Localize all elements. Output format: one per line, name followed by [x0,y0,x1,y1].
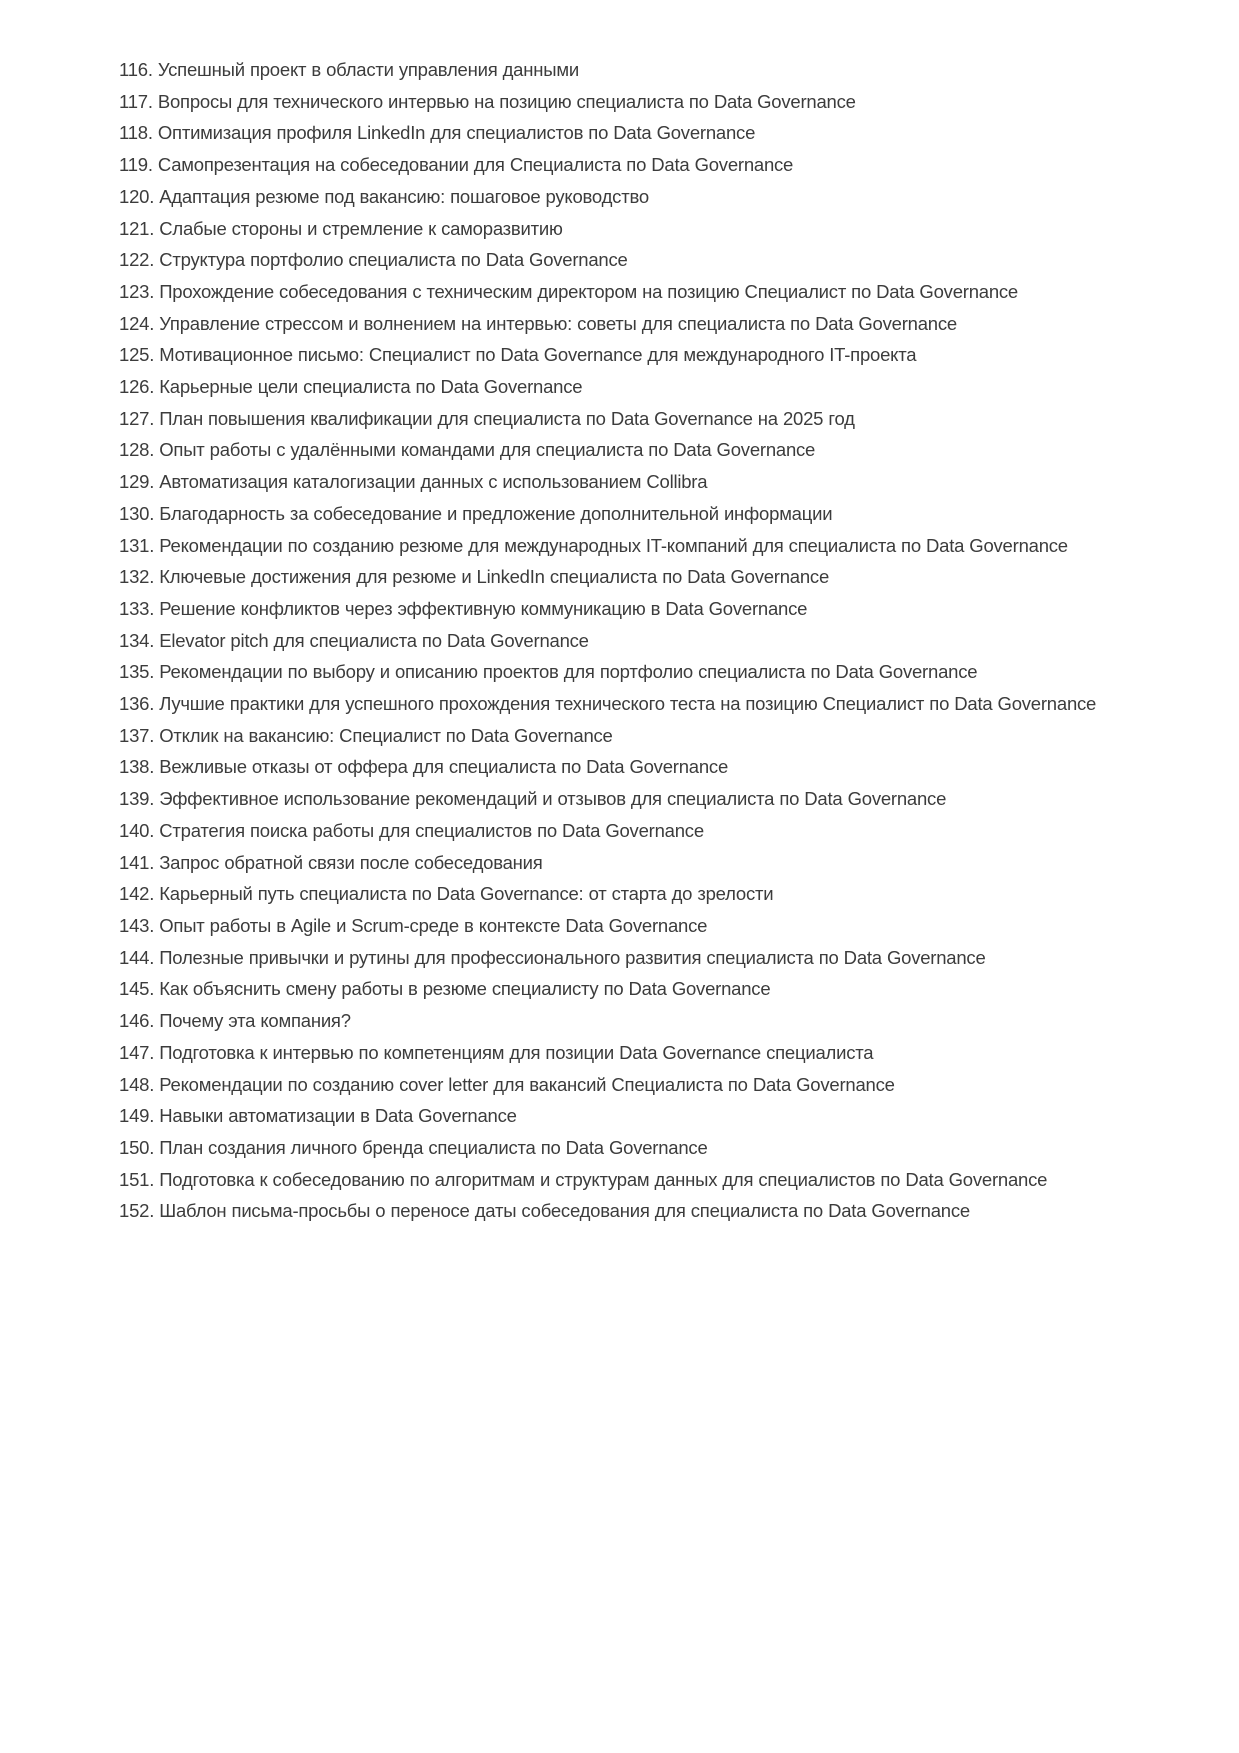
list-item [119,434,1123,466]
list-item [119,910,1123,942]
item-text: Запрос обратной связи после собеседования [159,851,543,873]
item-number: 121. [119,217,155,239]
item-text: Прохождение собеседования с техническим директором на позицию Специалист по Data Governance [159,280,1018,302]
item-number: 146. [119,1010,155,1032]
list-item [119,1164,1123,1196]
item-text: Самопрезентация на собеседовании для Специалиста по Data Governance [157,154,794,176]
item-text: Шаблон письма-просьбы о переносе даты собеседования для специалиста по Data Governance [159,1200,970,1222]
list-item [119,498,1123,530]
item-text: План создания личного бренда специалиста по Data Governance [159,1136,708,1158]
item-number: 139. [119,788,155,810]
list-item [119,530,1123,562]
item-number: 143. [119,914,155,936]
item-text: Подготовка к интервью по компетенциям для позиции Data Governance специалиста [159,1041,874,1063]
list-item [119,1069,1123,1101]
list-item [119,244,1123,276]
item-number: 122. [119,249,155,271]
list-item [119,1005,1123,1037]
list-item [119,1100,1123,1132]
numbered-list [119,54,1123,1227]
list-item [119,86,1123,118]
item-text: Структура портфолио специалиста по Data Governance [159,249,628,271]
list-item [119,688,1123,720]
list-item [119,593,1123,625]
list-item [119,371,1123,403]
item-number: 127. [119,407,155,429]
item-number: 147. [119,1041,155,1063]
list-item [119,403,1123,435]
item-text: Оптимизация профиля LinkedIn для специалистов по Data Governance [157,122,756,144]
item-number: 144. [119,946,155,968]
item-number: 149. [119,1105,155,1127]
item-text: Адаптация резюме под вакансию: пошаговое руководство [159,185,649,207]
item-text: Лучшие практики для успешного прохождения технического теста на позицию Специалист по Data Governance [159,693,1097,715]
list-item [119,308,1123,340]
list-item [119,54,1123,86]
item-number: 133. [119,597,155,619]
item-number: 142. [119,883,155,905]
item-text: Опыт работы с удалёнными командами для специалиста по Data Governance [159,439,816,461]
item-text: Рекомендации по созданию cover letter для вакансий Специалиста по Data Governance [159,1073,895,1095]
item-text: Стратегия поиска работы для специалистов по Data Governance [159,819,704,841]
item-number: 118. [119,122,153,144]
item-number: 131. [119,534,155,556]
item-text: Рекомендации по созданию резюме для международных IT-компаний для специалиста по Data Governance [159,534,1068,556]
list-item [119,1195,1123,1227]
item-number: 123. [119,280,155,302]
list-item [119,561,1123,593]
item-number: 150. [119,1136,155,1158]
item-number: 137. [119,724,155,746]
item-text: Успешный проект в области управления данными [157,59,579,80]
item-number: 138. [119,756,155,778]
item-text: Благодарность за собеседование и предложение дополнительной информации [159,502,833,524]
item-text: Ключевые достижения для резюме и LinkedIn специалиста по Data Governance [159,566,830,588]
item-number: 145. [119,978,155,1000]
item-text: Навыки автоматизации в Data Governance [159,1105,517,1127]
item-text: Elevator pitch для специалиста по Data Governance [159,629,589,651]
item-text: Управление стрессом и волнением на интервью: советы для специалиста по Data Governance [159,312,957,334]
item-text: Карьерные цели специалиста по Data Governance [159,376,583,398]
list-item [119,276,1123,308]
item-number: 117. [119,90,153,112]
item-number: 148. [119,1073,155,1095]
item-number: 120. [119,185,155,207]
item-number: 130. [119,502,155,524]
list-item [119,1132,1123,1164]
item-text: Вопросы для технического интервью на позицию специалиста по Data Governance [157,90,856,112]
list-item [119,847,1123,879]
item-number: 126. [119,376,155,398]
item-number: 129. [119,471,155,493]
list-item [119,181,1123,213]
list-item [119,751,1123,783]
list-item [119,339,1123,371]
item-number: 134. [119,629,155,651]
item-number: 135. [119,661,155,683]
list-item [119,973,1123,1005]
item-number: 128. [119,439,155,461]
item-text: Мотивационное письмо: Специалист по Data Governance для международного IT-проекта [159,344,917,366]
list-item [119,878,1123,910]
item-number: 124. [119,312,155,334]
item-number: 141. [119,851,155,873]
list-item [119,149,1123,181]
item-text: Полезные привычки и рутины для профессионального развития специалиста по Data Governance [159,946,986,968]
item-text: Эффективное использование рекомендаций и отзывов для специалиста по Data Governance [159,788,947,810]
item-number: 119. [119,154,153,176]
list-item [119,942,1123,974]
item-number: 125. [119,344,155,366]
item-number: 152. [119,1200,155,1222]
item-number: 151. [119,1168,155,1190]
item-text: Карьерный путь специалиста по Data Governance: от старта до зрелости [159,883,774,905]
item-number: 136. [119,693,155,715]
list-item [119,213,1123,245]
item-text: Вежливые отказы от оффера для специалиста по Data Governance [159,756,729,778]
item-text: Решение конфликтов через эффективную коммуникацию в Data Governance [159,597,808,619]
item-number: 116. [119,59,153,80]
item-text: Слабые стороны и стремление к саморазвитию [159,217,563,239]
list-item [119,720,1123,752]
list-item [119,466,1123,498]
item-text: Отклик на вакансию: Специалист по Data Governance [159,724,613,746]
item-number: 132. [119,566,155,588]
item-text: Как объяснить смену работы в резюме специалисту по Data Governance [159,978,771,1000]
item-text: Подготовка к собеседованию по алгоритмам и структурам данных для специалистов по Data Governance [159,1168,1048,1190]
list-item [119,783,1123,815]
list-item [119,815,1123,847]
list-item [119,625,1123,657]
list-item [119,656,1123,688]
list-item [119,117,1123,149]
item-text: Опыт работы в Agile и Scrum-среде в контексте Data Governance [159,914,708,936]
item-text: Автоматизация каталогизации данных с использованием Collibra [159,471,708,493]
item-number: 140. [119,819,155,841]
item-text: Почему эта компания? [159,1010,351,1032]
list-item [119,1037,1123,1069]
item-text: План повышения квалификации для специалиста по Data Governance на 2025 год [159,407,855,429]
item-text: Рекомендации по выбору и описанию проектов для портфолио специалиста по Data Governance [159,661,978,683]
